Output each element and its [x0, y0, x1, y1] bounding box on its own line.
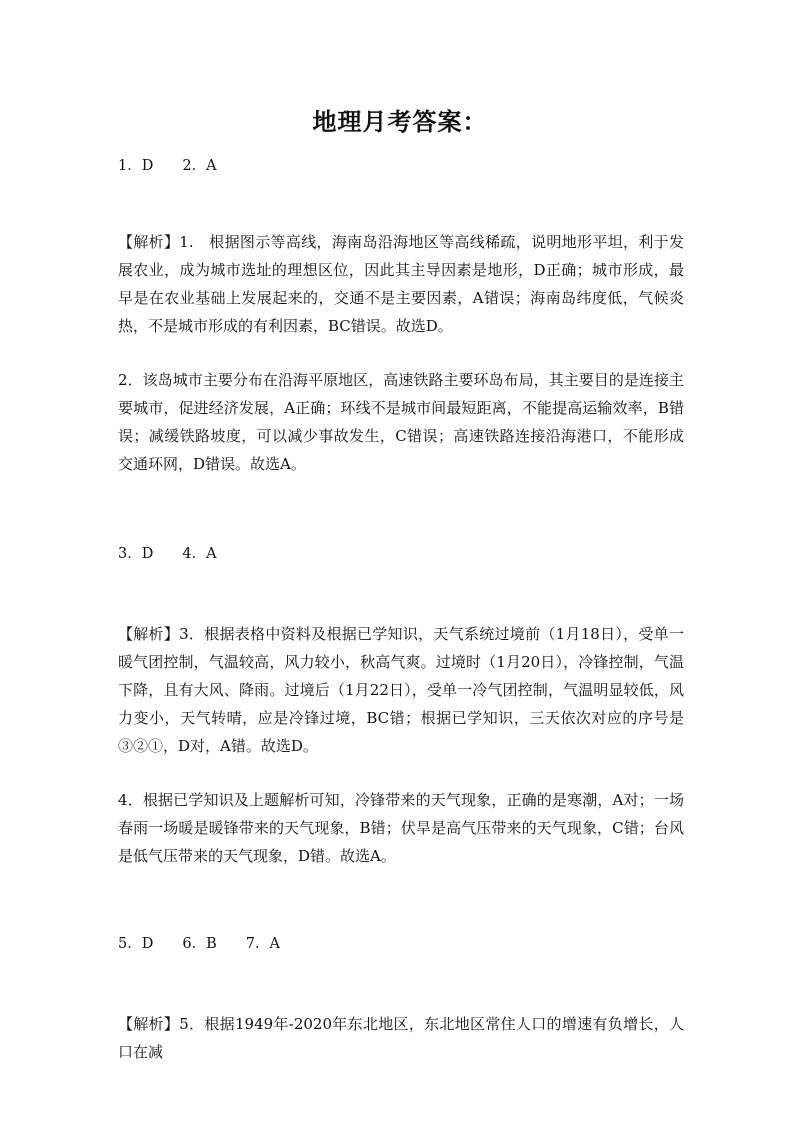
analysis-paragraph: 【解析】3．根据表格中资料及根据已学知识，天气系统过境前（1月18日），受单一暖气团控制，气温较高，风力较小，秋高气爽。过境时（1月20日），冷锋控制，气温下降，且有大风、降雨。过境后（1月22日），受单一冷气团控制，气温明显较低，风力变小，天气转晴，应是冷锋过境，BC错；根据已学知识，三天依次对应的序号是③②①，D对，A错。故选D。 — [118, 625, 684, 755]
answer-line: 3．D 4．A — [118, 546, 217, 562]
analysis-paragraph: 4．根据已学知识及上题解析可知，冷锋带来的天气现象，正确的是寒潮，A对；一场春雨一场暖是暖锋带来的天气现象，B错；伏旱是高气压带来的天气现象，C错；台风是低气压带来的天气现象，D错。故选A。 — [118, 791, 684, 865]
answer-line: 5．D 6．B 7．A — [118, 936, 280, 952]
analysis-paragraph: 【解析】1. 根据图示等高线，海南岛沿海地区等高线稀疏，说明地形平坦，利于发展农业，成为城市选址的理想区位，因此其主导因素是地形，D正确；城市形成，最早是在农业基础上发展起来的，交通不是主要因素，A错误；海南岛纬度低，气候炎热，不是城市形成的有利因素，BC错误。故选D。 — [118, 233, 684, 335]
analysis-paragraph: 【解析】5．根据1949年-2020年东北地区，东北地区常住人口的增速有负增长，人口在减 — [118, 1015, 684, 1061]
analysis-paragraph: 2．该岛城市主要分布在沿海平原地区，高速铁路主要环岛布局，其主要目的是连接主要城市，促进经济发展，A正确；环线不是城市间最短距离，不能提高运输效率，B错误；减缓铁路坡度，可以减少事故发生，C错误；高速铁路连接沿海港口，不能形成交通环网，D错误。故选A。 — [118, 371, 684, 473]
answer-line: 1．D 2．A — [118, 158, 217, 174]
page-title: 地理月考答案： — [312, 107, 488, 136]
